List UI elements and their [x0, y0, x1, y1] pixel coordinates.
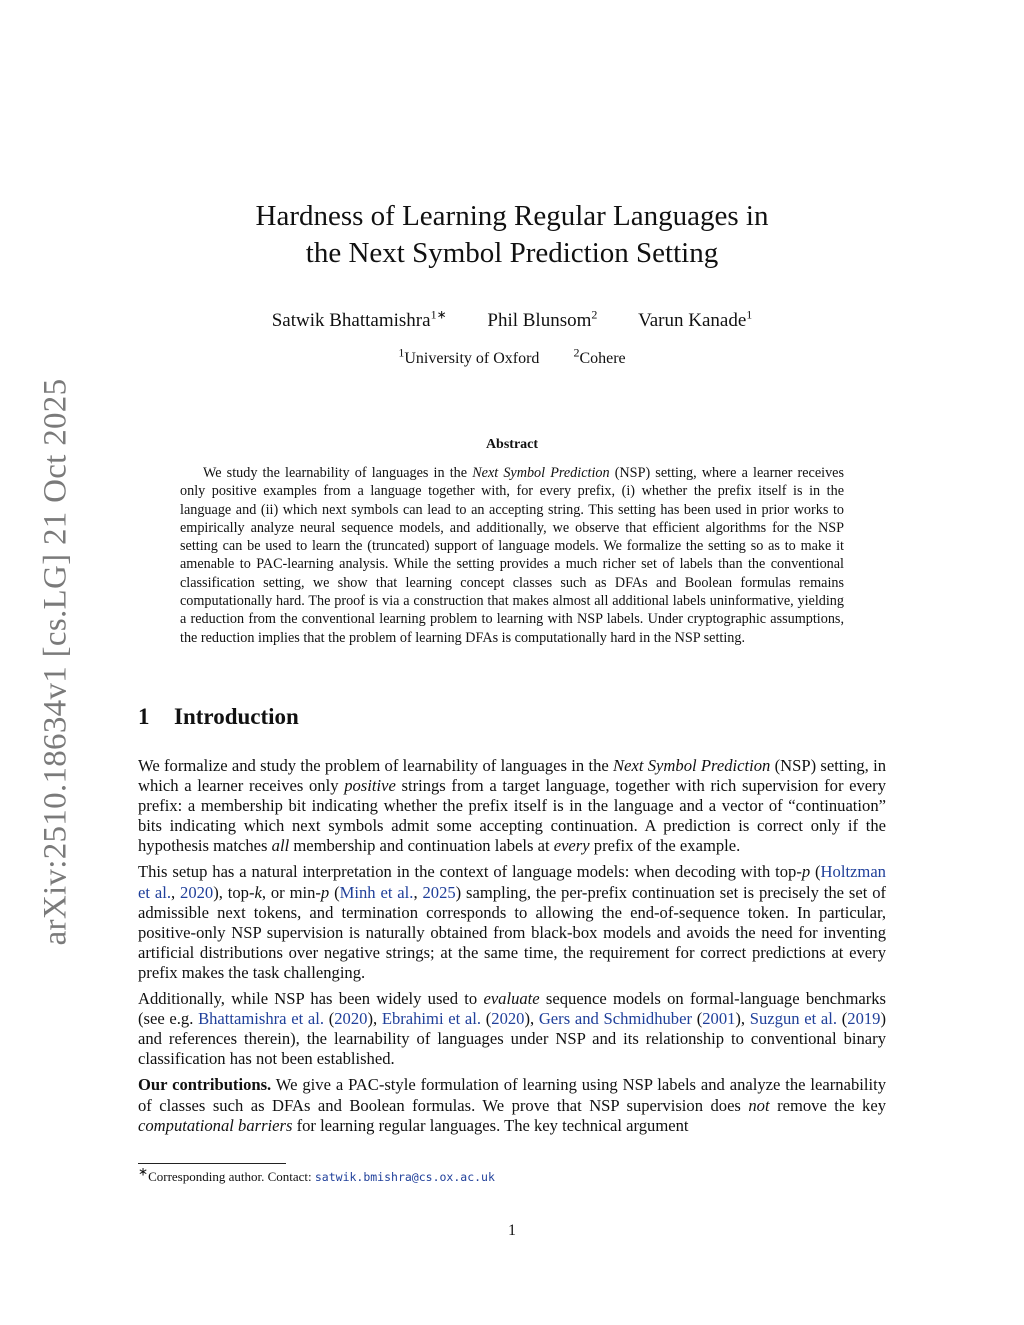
section-heading: 1 Introduction — [138, 704, 299, 729]
citation-year-link[interactable]: 2020 — [491, 1009, 525, 1029]
citation-link[interactable]: Bhattamishra et al. — [198, 1009, 325, 1029]
paragraph: We formalize and study the problem of learnability of languages in the Next Symbol Prediction (NSP) setting, in which a learner receives only positive strings from a target language, together with rich supervision for every prefix: a membership bit indicating whether the prefix itself is in the language and a vector of “continuation” bits indicating which next symbols admit some accepting continuation. A prediction is correct only if the hypothesis matches all membership and continuation labels at every prefix of the example. — [138, 756, 887, 856]
body-text — [138, 756, 886, 1142]
citation-link[interactable]: Gers and Schmidhuber — [538, 1009, 692, 1029]
title-line-1: Hardness of Learning Regular Languages in — [255, 200, 769, 232]
affiliation: $^2$Cohere — [573, 345, 626, 367]
citation-link[interactable]: Minh et al. — [339, 882, 414, 902]
citation-link[interactable]: Holtzman et al. — [138, 862, 886, 902]
footnote: ∗Corresponding author. Contact: satwik.bmishra@cs.ox.ac.uk — [138, 1164, 495, 1184]
paper-title — [0, 198, 1024, 272]
abstract-text: We study the learnability of languages in the Next Symbol Prediction (NSP) setting, where a learner receives only positive examples from a language together with, for every prefix, (i) whether the prefix itself is in the language and (ii) which next symbols can lead to an accepting string. This setting has been used in prior works to empirically analyze neural sequence models, and additionally, we observe that efficient algorithms for the NSP setting can be used to learn the (truncated) support of language models. We formalize the setting so as to make it amenable to PAC-learning analysis. While the setting provides a much richer set of labels than the conventional classification setting, we show that learning concept classes such as DFAs and Boolean formulas remains computationally hard. The proof is via a construction that makes almost all additional labels uninformative, yielding a reduction from the conventional learning problem to learning with NSP labels. Under cryptographic assumptions, the reduction implies that the problem of learning DFAs is computationally hard in the NSP setting. — [180, 465, 845, 646]
paragraph: Our contributions. We give a PAC-style formulation of learning using NSP labels and analyze the learnability of classes such as DFAs and Boolean formulas. We prove that NSP supervision does not remove the key computational barriers for learning regular languages. The key technical argument — [138, 1075, 886, 1135]
paragraph-lead: Our contributions. — [138, 1075, 272, 1095]
footnote-rule — [138, 1163, 286, 1164]
affiliation-list — [0, 345, 1024, 368]
author: Varun Kanade$^1$ — [638, 307, 753, 331]
paragraph: Additionally, while NSP has been widely used to evaluate sequence models on formal-language benchmarks (see e.g. Bhattamishra et al. (2020), Ebrahimi et al. (2020), Gers and Schmidhuber (2001), Suzgun et al. (2019) and references therein), the learnability of languages under NSP and its relationship to conventional binary classification has not been established. — [138, 989, 887, 1069]
affiliation: $^1$University of Oxford — [398, 345, 540, 367]
citation-year-link[interactable]: 2019 — [847, 1009, 881, 1029]
paragraph: This setup has a natural interpretation in the context of language models: when decoding with top-p (Holtzman et al., 2020), top-k, or min-p (Minh et al., 2025) sampling, the per-prefix continuation set is precisely the set of admissible next tokens, and termination corresponds to allowing the end-of-sequence token. In particular, positive-only NSP supervision is naturally obtained from black-box models and avoids the need for inventing artificial distributions over negative strings; at the same time, the requirement for correct predictions at every prefix makes the task challenging. — [138, 862, 887, 982]
author: Satwik Bhattamishra$^{1∗}$ — [271, 307, 447, 331]
arxiv-identifier-stamp: arXiv:2510.18634v1 [cs.LG] 21 Oct 2025 — [37, 378, 74, 946]
citation-year-link[interactable]: 2001 — [702, 1009, 736, 1029]
abstract-heading: Abstract — [485, 437, 539, 452]
email-link[interactable]: satwik.bmishra@cs.ox.ac.uk — [314, 1170, 495, 1184]
citation-year-link[interactable]: 2020 — [180, 882, 214, 902]
author-list — [0, 307, 1024, 332]
citation-link[interactable]: Ebrahimi et al. — [381, 1009, 482, 1029]
title-line-2: the Next Symbol Prediction Setting — [305, 237, 719, 269]
citation-year-link[interactable]: 2025 — [422, 882, 456, 902]
author: Phil Blunsom$^2$ — [487, 307, 598, 331]
citation-year-link[interactable]: 2020 — [334, 1009, 368, 1029]
page-number: 1 — [508, 1222, 516, 1239]
citation-link[interactable]: Suzgun et al. — [749, 1009, 838, 1029]
